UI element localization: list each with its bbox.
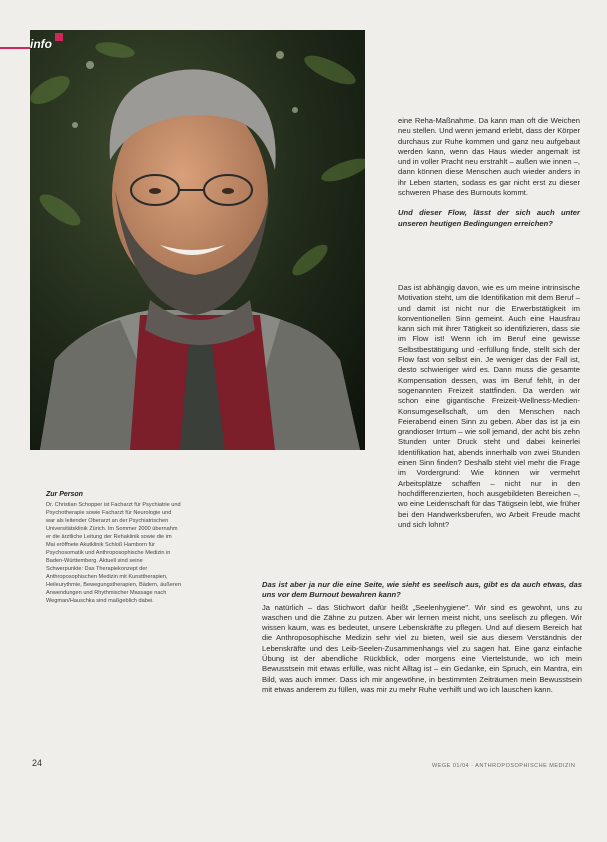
author-bio-heading: Zur Person bbox=[46, 491, 83, 498]
article-paragraph: eine Reha-Maßnahme. Da kann man oft die Weichen neu stellen. Und wenn jemand erlebt, dass der Körper durchaus zur Ruhe kommen und ganz neu aufgebaut werden kann, wenn das Haus wieder angemalt ist und in voller Pracht neu erstrahlt – außen wie innen –, dann können diese Menschen auch wieder anders in ihr Leben starten, sodass es gar nicht erst zu dieser schweren Phase des Burnouts kommt. bbox=[398, 116, 580, 198]
section-label-marker bbox=[55, 33, 63, 41]
section-label: info bbox=[30, 37, 52, 51]
magazine-footer-title: WEGE 01/04 · ANTHROPOSOPHISCHE MEDIZIN bbox=[432, 763, 576, 769]
interview-question: Und dieser Flow, lässt der sich auch unter unseren heutigen Bedingungen erreichen? bbox=[398, 208, 580, 228]
article-column-right-continued bbox=[398, 283, 580, 530]
article-column-right bbox=[398, 116, 580, 229]
article-column-lower bbox=[262, 580, 582, 695]
interview-question: Das ist aber ja nur die eine Seite, wie sieht es seelisch aus, gibt es da auch etwas, das uns vor dem Burnout bewahren kann? bbox=[262, 580, 582, 600]
article-paragraph: Ja natürlich – das Stichwort dafür heißt „Seelenhygiene". Wir sind es gewohnt, uns zu waschen und die Zähne zu putzen. Aber wir lernen meist nicht, uns seelisch zu pflegen. Wir wissen kaum, was es bedeutet, unsere Lebenskräfte zu pflegen. Und auf diesem Bereich hat die Anthroposophische Medizin sehr viel zu bieten, weil sie aus diesem Verständnis der Lebenskräfte und des Leib-Seelen-Zusammenhangs viel zu sagen hat. Eine ganz einfache Übung ist der abendliche Rückblick, oder morgens eine Viertelstunde, wo ich mein Bewusstsein mit etwas erfülle, was nicht Alltag ist – ein Gedanke, ein Spruch, ein Mantra, ein Bild, was auch immer. Dass ich mir angewöhne, in bestimmten Zeiträumen mein Bewusstsein mit etwas anderem zu füllen, was mir zu mehr Ruhe verhilft und wo ich lauschen kann. bbox=[262, 602, 582, 694]
portrait-photo bbox=[30, 30, 365, 450]
author-bio-box bbox=[46, 491, 181, 605]
page-number: 24 bbox=[32, 758, 43, 768]
article-paragraph bbox=[398, 283, 580, 530]
author-bio-text: Dr. Christian Schopper ist Facharzt für Psychiatrie und Psychotherapie sowie Facharzt für Neurologie und war als leitender Oberarzt an der Psychiatrischen Universitätsklinik Zürich. Im Sommer 2000 übernahm er die ärztliche Leitung der Rehaklinik sowie die im Mai eröffnete Akutklinik Schloß Hamborn für Psychosomatik und Anthroposophische Medizin in Baden-Württemberg. Aktuell sind seine Schwerpunkte: Das Therapiekonzept der Anthroposophischen Medizin mit Kunsttherapien, Heileurythmie, Bewegungstherapien, Bädern, äußeren Anwendungen und Rhythmischer Massage nach Wegman/Hauschka sind maßgeblich dabei. bbox=[46, 502, 181, 604]
answer-text: Das ist abhängig davon, wie es um meine intrinsische Motivation steht, um die Identifikation mit dem Beruf – und damit ist nicht nur die Erwerbstätigkeit im konventionellen Sinn gemeint. Auch eine Hausfrau kann sich mit ihrer Tätigkeit so identifizieren, dass sie im Flow ist! Wenn ich im Beruf eine gewisse Selbstbestätigung und -erfüllung finde, stellt sich der Flow fast von selbst ein. Je weniger das der Fall ist, desto schwieriger wird es. Dann muss die gesamte Kompensation dessen, was im Beruf fehlt, in der sogenannten Freizeit stattfinden. Da werden wir schon eine gigantische Freizeit-Wellness-Medien-Konsumgesellschaft, um den Menschen nach Feierabend einen Sinn zu geben. Aber das ist ja ein grandioser Irrtum – wie soll jemand, der acht bis zehn Stunden unter Druck steht und dabei keinerlei Identifikation hat, abends innerhalb von zwei Stunden einen Sinn finden? Deshalb steht viel mehr die Frage im Vordergrund: Wie können wir vermehrt Arbeitsplätze schaffen – nicht nur in den hochdifferenzierten, hoch ausgebildeten Bereichen –, wo eine Leidenschaft für das Tätigsein lebt, wie früher bei den Handwerksberufen, wo Arbeit Freude macht und sich lohnt? bbox=[398, 283, 580, 529]
